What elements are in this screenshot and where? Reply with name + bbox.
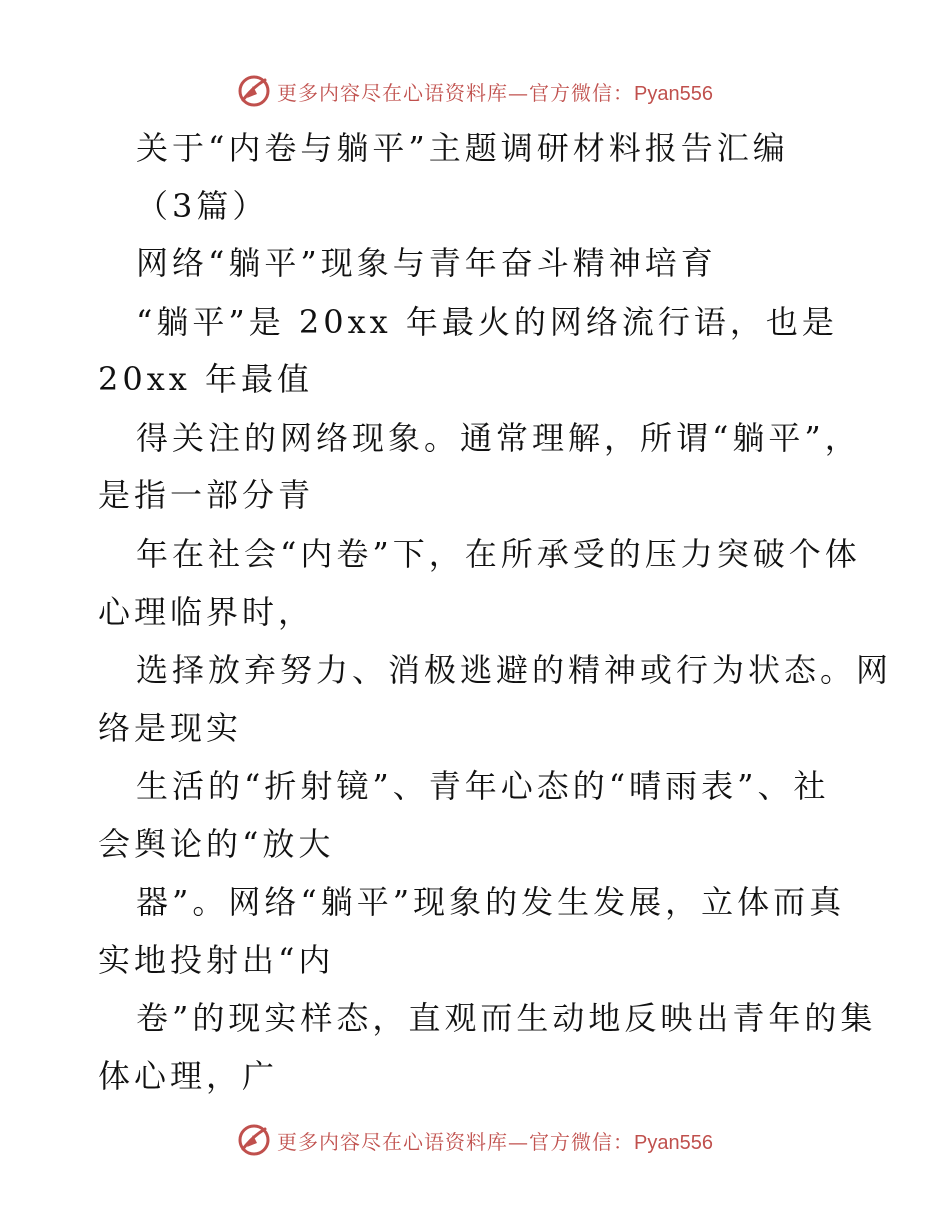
- paragraph-line: 实地投射出“内: [98, 941, 335, 979]
- paragraph-line: 体心理，广: [98, 1057, 279, 1095]
- paragraph-line: 会舆论的“放大: [98, 825, 335, 863]
- paragraph-line: 年在社会“内卷”下，在所承受的压力突破个体: [136, 535, 861, 573]
- paragraph-line: 器”。网络“躺平”现象的发生发展，立体而真: [136, 883, 846, 921]
- ink-pen-logo-icon: [237, 74, 271, 108]
- paragraph-line: “躺平”是 20xx 年最火的网络流行语，也是: [136, 303, 838, 341]
- document-subtitle: （3篇）: [136, 187, 269, 225]
- paragraph-line: 络是现实: [98, 709, 243, 747]
- paragraph-line: 选择放弃努力、消极逃避的精神或行为状态。网: [136, 651, 893, 689]
- paragraph-line: 卷”的现实样态，直观而生动地反映出青年的集: [136, 999, 877, 1037]
- footer-watermark: [0, 1120, 950, 1160]
- watermark-text: 更多内容尽在心语资料库—官方微信：Pyan556: [277, 80, 713, 105]
- document-title: 关于“内卷与躺平”主题调研材料报告汇编: [136, 129, 789, 167]
- watermark-text: 更多内容尽在心语资料库—官方微信：Pyan556: [277, 1129, 713, 1154]
- paragraph-line: 心理临界时，: [98, 593, 315, 631]
- paragraph-line: 生活的“折射镜”、青年心态的“晴雨表”、社: [136, 767, 830, 805]
- paragraph-line: 得关注的网络现象。通常理解，所谓“躺平”，: [136, 419, 861, 457]
- paragraph-line: 20xx 年最值: [98, 360, 313, 398]
- ink-pen-logo-icon: [237, 1123, 271, 1157]
- header-watermark: [0, 71, 950, 111]
- section-heading: 网络“躺平”现象与青年奋斗精神培育: [136, 244, 717, 282]
- paragraph-line: 是指一部分青: [98, 476, 315, 514]
